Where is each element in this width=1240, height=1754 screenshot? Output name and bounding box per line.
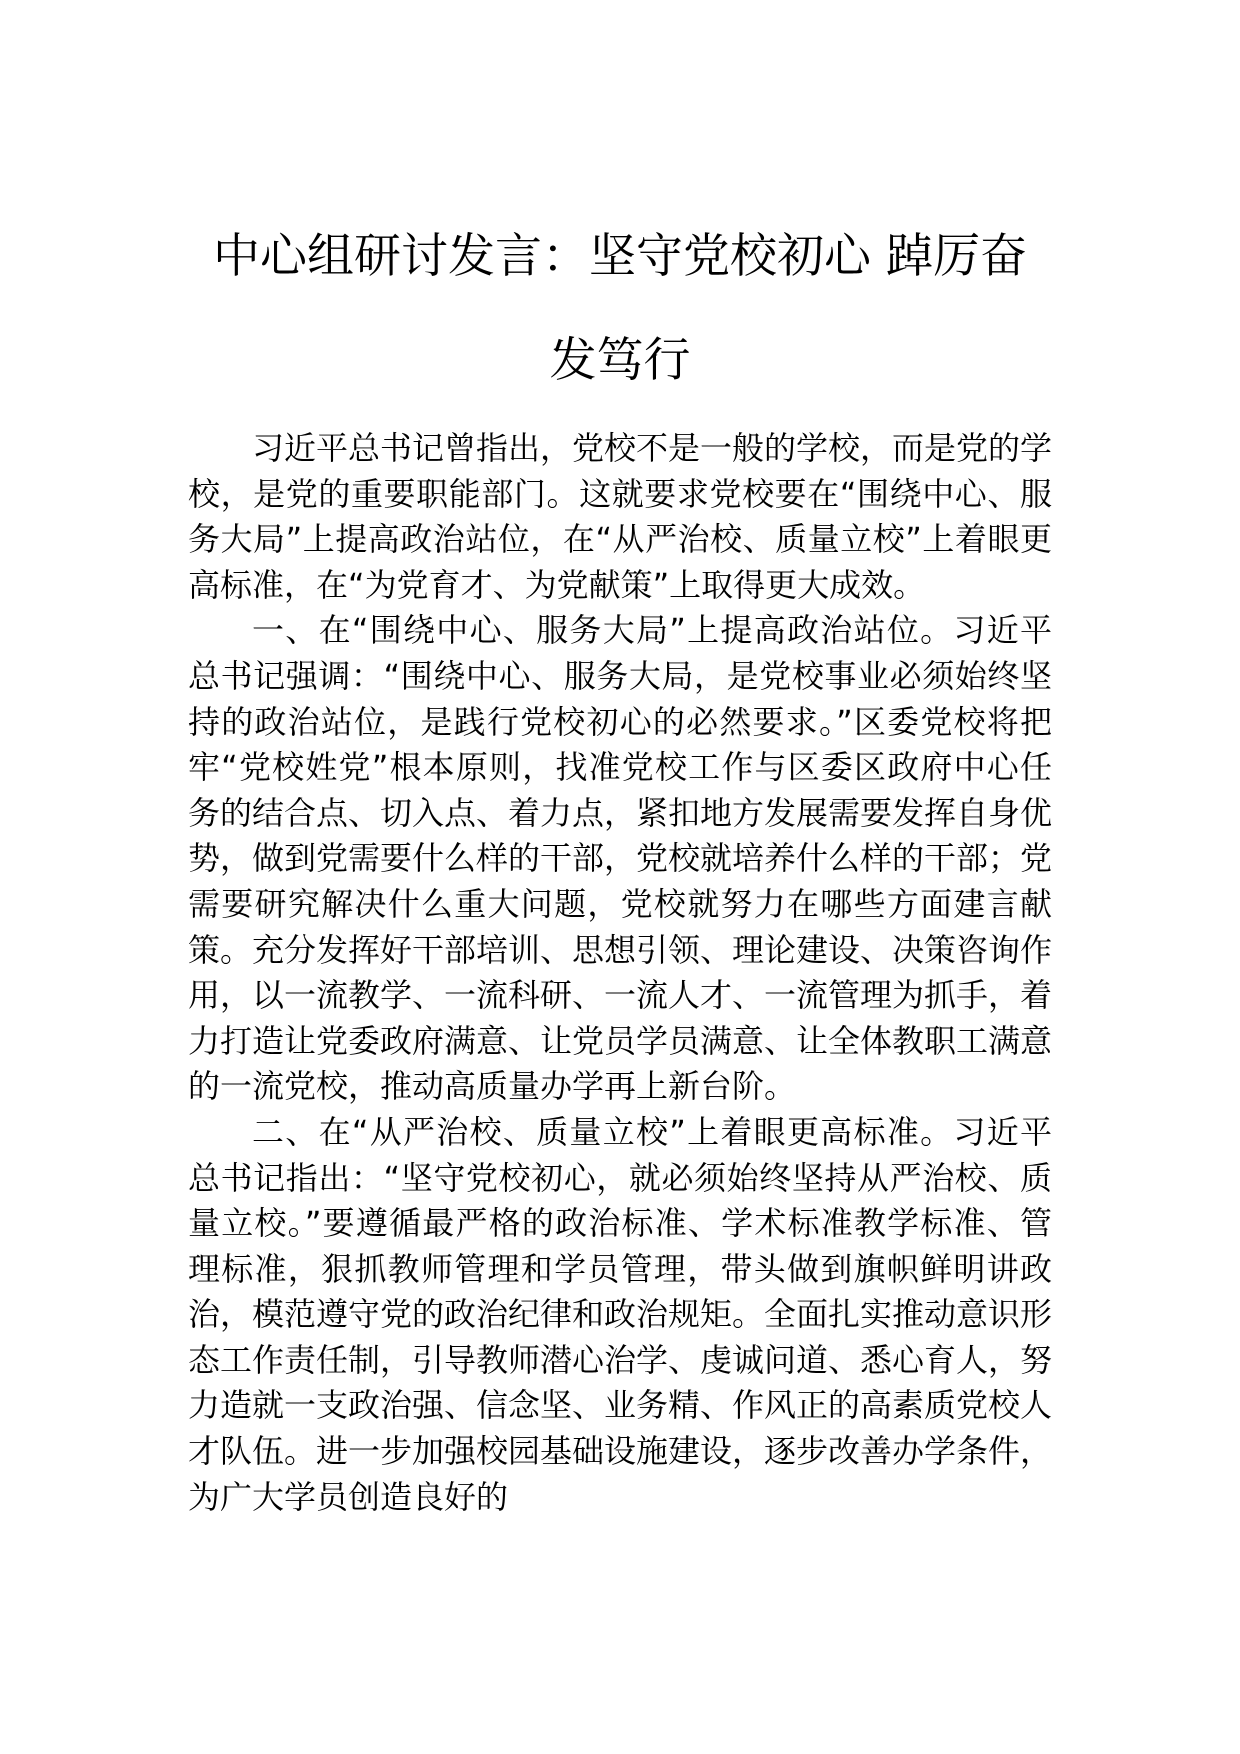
paragraph-section-1: 一、在“围绕中心、服务大局”上提高政治站位。习近平总书记强调：“围绕中心、服务大局，是党校事业必须始终坚持的政治站位，是践行党校初心的必然要求。”区委党校将把牢“党校姓党”根本原则，找准党校工作与区委区政府中心任务的结合点、切入点、着力点，紧扣地方发展需要发挥自身优势，做到党需要什么样的干部，党校就培养什么样的干部；党需要研究解决什么重大问题，党校就努力在哪些方面建言献策。充分发挥好干部培训、思想引领、理论建设、决策咨询作用，以一流教学、一流科研、一流人才、一流管理为抓手，着力打造让党委政府满意、让党员学员满意、让全体教职工满意的一流党校，推动高质量办学再上新台阶。	[188, 611, 1053, 1106]
document-body	[188, 426, 1052, 1520]
paragraph-intro: 习近平总书记曾指出，党校不是一般的学校，而是党的学校，是党的重要职能部门。这就要求党校要在“围绕中心、服务大局”上提高政治站位，在“从严治校、质量立校”上着眼更高标准，在“为党育才、为党献策”上取得更大成效。	[188, 429, 1053, 604]
paragraph-section-2: 二、在“从严治校、质量立校”上着眼更高标准。习近平总书记指出：“坚守党校初心，就必须始终坚持从严治校、质量立校。”要遵循最严格的政治标准、学术标准教学标准、管理标准，狠抓教师管理和学员管理，带头做到旗帜鲜明讲政治，模范遵守党的政治纪律和政治规矩。全面扎实推动意识形态工作责任制，引导教师潜心治学、虔诚问道、悉心育人，努力造就一支政治强、信念坚、业务精、作风正的高素质党校人才队伍。进一步加强校园基础设施建设，逐步改善办学条件，为广大学员创造良好的	[188, 1112, 1053, 1516]
document-title: 中心组研讨发言：坚守党校初心 踔厉奋发笃行	[213, 229, 1027, 388]
